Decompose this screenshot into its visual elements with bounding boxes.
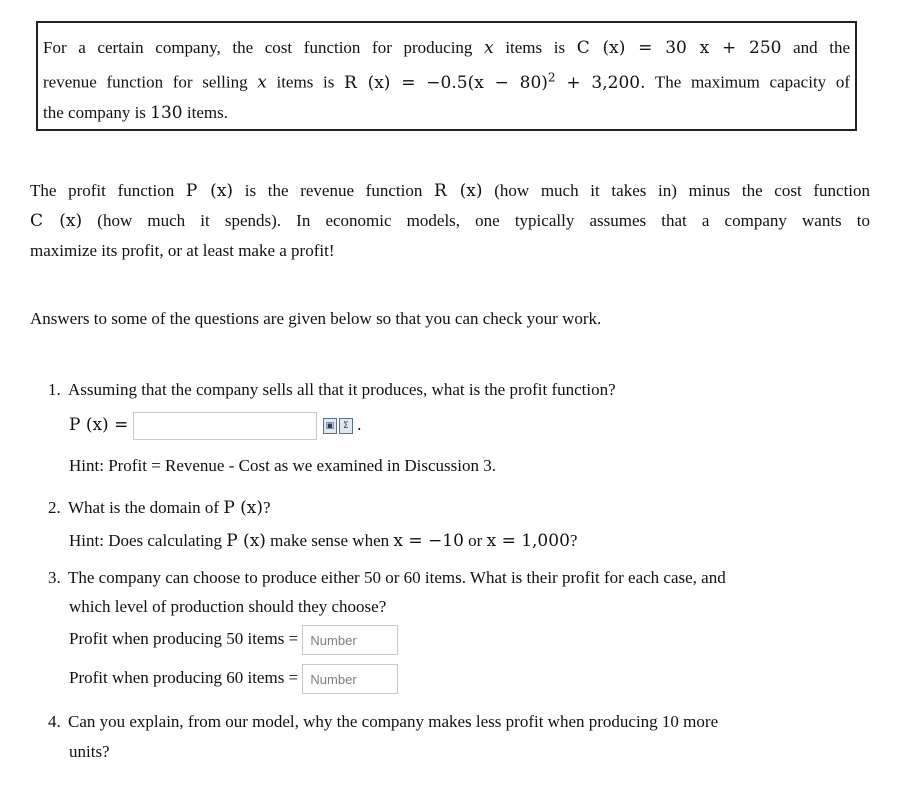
intro-line-1 (30, 176, 870, 206)
equation-editor-icon[interactable]: Σ (339, 418, 353, 434)
q1-answer-row (69, 412, 361, 440)
q3-profit-60-row (69, 664, 398, 694)
q1-lhs: P (x) = (69, 414, 129, 435)
problem-text: items. (186, 102, 228, 122)
revenue-function (343, 70, 646, 93)
hint-text: or (468, 531, 483, 550)
problem-text: revenue function for selling (43, 72, 248, 92)
problem-line-1 (43, 33, 850, 63)
revenue-function-tail: + 3,200. (566, 72, 646, 93)
math-r-of-x: R (x) (434, 181, 483, 201)
math-var-x: x (257, 72, 267, 93)
problem-statement-box (36, 21, 857, 131)
q1-hint: Hint: Profit = Revenue - Cost as we examined in Discussion 3. (69, 456, 496, 475)
problem-line-2 (43, 63, 850, 98)
problem-line-3 (43, 98, 850, 128)
question-text: The company can choose to produce either 50 or 60 items. What is their profit for each case, and (68, 568, 726, 587)
problem-text: For a certain company, the cost function for producing (43, 38, 473, 57)
profit-60-input[interactable]: Number (302, 664, 398, 694)
period: . (352, 414, 362, 434)
intro-text: (how much it spends). In economic models, one typically assumes that a company wants to (97, 211, 871, 230)
q4-line-2: units? (69, 742, 110, 761)
capacity-value: 130 (150, 102, 183, 123)
answers-note: Answers to some of the questions are given below so that you can check your work. (30, 309, 602, 328)
question-number: 3. (48, 568, 61, 587)
question-2 (48, 498, 271, 518)
profit-50-input[interactable]: Number (302, 625, 398, 655)
problem-text: The maximum capacity of (654, 72, 850, 92)
intro-text: The profit function (30, 181, 175, 200)
question-number: 2. (48, 498, 61, 517)
intro-line-2 (30, 206, 870, 236)
intro-line-3: maximize its profit, or at least make a profit! (30, 241, 335, 260)
question-1 (48, 380, 616, 400)
hint-text: ? (569, 531, 578, 550)
question-text: ? (263, 498, 271, 517)
math-x-neg10: x = −10 (393, 531, 464, 551)
problem-text: the company is (43, 102, 146, 122)
profit-50-label: Profit when producing 50 items = (69, 628, 299, 648)
q2-hint (69, 531, 577, 551)
problem-text: items is (505, 38, 566, 57)
math-x-1000: x = 1,000 (486, 531, 570, 551)
math-c-of-x: C (x) (30, 211, 83, 231)
math-p-of-x: P (x) (226, 531, 266, 551)
hint-text: make sense when (270, 531, 390, 550)
intro-paragraph (30, 176, 870, 265)
cost-function: C (x) = 30 x + 250 (576, 38, 782, 58)
problem-text: and the (793, 38, 851, 57)
question-text: Assuming that the company sells all that it produces, what is the profit function? (68, 380, 616, 399)
preview-icon[interactable]: ▣ (323, 418, 337, 434)
exponent: 2 (547, 70, 556, 84)
question-text: Can you explain, from our model, why the company makes less profit when producing 10 more (68, 712, 719, 731)
intro-text: is the revenue function (244, 181, 423, 200)
q3-line-2: which level of production should they choose? (69, 597, 387, 616)
question-4 (48, 712, 718, 732)
math-var-x: x (484, 38, 494, 58)
intro-text: (how much it takes in) minus the cost function (494, 181, 871, 200)
question-text: What is the domain of (68, 498, 220, 517)
math-p-of-x: P (x) (185, 181, 234, 201)
profit-60-label: Profit when producing 60 items = (69, 667, 299, 687)
q3-profit-50-row (69, 625, 398, 655)
revenue-function-body: R (x) = −0.5(x − 80) (343, 72, 548, 93)
math-p-of-x: P (x) (223, 498, 264, 518)
question-number: 1. (48, 380, 61, 399)
hint-text: Hint: Does calculating (69, 531, 222, 550)
question-3 (48, 568, 726, 588)
problem-text: items is (276, 72, 335, 92)
question-number: 4. (48, 712, 61, 731)
profit-function-input[interactable] (133, 412, 317, 440)
